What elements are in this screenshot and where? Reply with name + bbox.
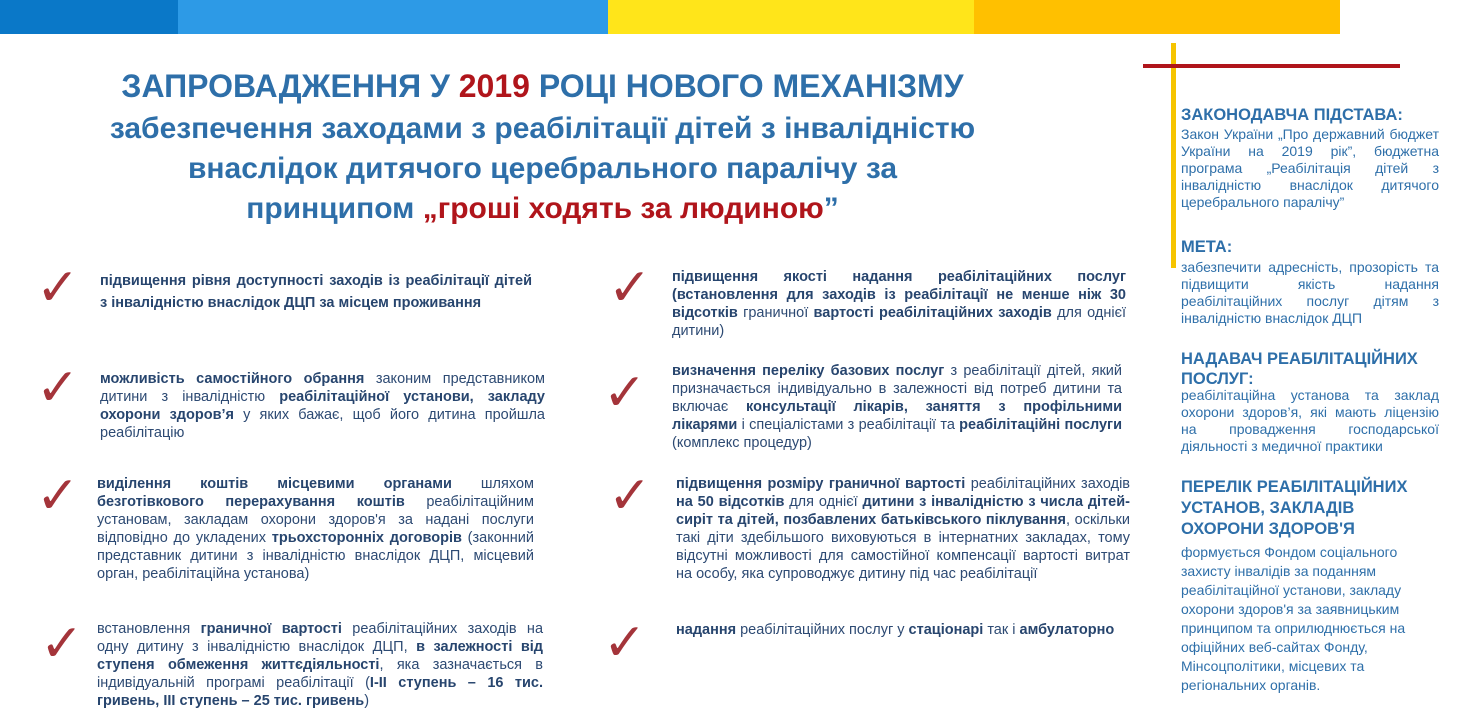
institutions-list-heading: ПЕРЕЛІК РЕАБІЛІТАЦІЙНИХ УСТАНОВ, ЗАКЛАДІВ ОХОРОНИ ЗДОРОВ'Я bbox=[1181, 478, 1408, 538]
header-color-bar-blue-dark bbox=[0, 0, 178, 34]
title-year: 2019 bbox=[458, 68, 530, 104]
list-item-quality: підвищення якості надання реабілітаційних послуг (встановлення для заходів із реабілітації не менше ніж 30 відсотків граничної вартості реабілітаційних заходів для однієї дитини) bbox=[672, 269, 1126, 339]
header-color-bar-orange bbox=[974, 0, 1340, 34]
list-item-max-cost: встановлення граничної вартості реабілітаційних заходів на одну дитину з інвалідністю внаслідок ДЦП, в залежності від ступеня обмеження життєдіяльності, яка зазначається в індивідуальній програмі реабілітації (І-ІІ ступень – 16 тис. гривень, ІІІ ступень – 25 тис. гривень) bbox=[97, 621, 544, 709]
list-item-free-choice: можливість самостійного обрання законим представником дитини з інвалідністю реабілітаційної установи, закладу охорони здоров’я у яких бажає, щоб його дитина пройшла реабілітацію bbox=[100, 371, 545, 441]
institutions-list-text: формується Фондом соціального захисту інвалідів за поданням реабілітаційної установи, закладу охорони здоров'я за заявницьким принципом та оприлюднюється на офіційних веб-сайтах Фонду, Мінсоцполітики, місцевих та регіональних органів. bbox=[1181, 544, 1406, 693]
check-icon: ✓ bbox=[603, 613, 647, 673]
check-icon: ✓ bbox=[36, 466, 80, 526]
legal-basis-text: Закон України „Про державний бюджет України на 2019 рік”, бюджетна програма „Реабілітація дітей з інвалідністю внаслідок дитячого церебрального паралічу” bbox=[1181, 126, 1439, 210]
check-icon: ✓ bbox=[40, 614, 84, 674]
provider-text: реабілітаційна установа та заклад охорони здоров’я, які мають ліцензію на провадження господарської діяльності з медичної практики bbox=[1181, 387, 1439, 454]
title-line-3: внаслідок дитячого церебрального паралічу за bbox=[187, 152, 898, 185]
check-icon: ✓ bbox=[608, 466, 652, 526]
list-item-basic-services: визначення переліку базових послуг з реабілітації дітей, який призначається індивідуально в залежності від потреб дитини та включає консультації лікарів, заняття з профільними лікарями і спеціалістами з реабілітації та реабілітаційні послуги (комплекс процедур) bbox=[672, 363, 1122, 451]
goal-heading: МЕТА: bbox=[1181, 238, 1233, 256]
sidebar-accent-line-yellow bbox=[1171, 43, 1176, 268]
check-icon: ✓ bbox=[608, 258, 652, 318]
check-icon: ✓ bbox=[36, 258, 80, 318]
legal-basis-heading: ЗАКОНОДАВЧА ПІДСТАВА: bbox=[1181, 106, 1403, 124]
title-line-1: ЗАПРОВАДЖЕННЯ У 2019 РОЦІ НОВОГО МЕХАНІЗМУ bbox=[121, 68, 964, 104]
list-item-inpatient: надання реабілітаційних послуг у стаціонарі так і амбулаторно bbox=[676, 622, 1115, 638]
provider-heading: НАДАВАЧ РЕАБІЛІТАЦІЙНИХ ПОСЛУГ: bbox=[1181, 350, 1418, 388]
check-icon: ✓ bbox=[36, 358, 80, 418]
sidebar-accent-line-red bbox=[1143, 64, 1400, 68]
title-line-2: забезпечення заходами з реабілітації дітей з інвалідністю bbox=[109, 112, 976, 145]
header-color-bar-blue-light bbox=[178, 0, 608, 34]
list-item-accessibility: підвищення рівня доступності заходів із реабілітації дітей з інвалідністю внаслідок ДЦП за місцем проживання bbox=[100, 273, 532, 311]
title-line-4: принципом „гроші ходять за людиною” bbox=[246, 192, 839, 225]
list-item-orphans: підвищення розміру граничної вартості реабілітаційних заходів на 50 відсотків для однієї дитини з інвалідністю з числа дітей-сиріт та дітей, позбавлених батьківського піклування, оскільки такі діти здебільшого виховуються в інтернатних закладах, тому відсутні можливості для самостійної компенсації вартості витрат на особу, яка супроводжує дитину під час реабілітації bbox=[676, 476, 1130, 582]
goal-text: забезпечити адресність, прозорість та підвищити якість надання реабілітаційних послуг дітям з інвалідністю внаслідок ДЦП bbox=[1181, 259, 1439, 326]
list-item-funding: виділення коштів місцевими органами шляхом безготівкового перерахування коштів реабілітаційним установам, закладам охорони здоров'я за надані послуги відповідно до укладених трьохсторонніх договорів (законний представник дитини з інвалідністю внаслідок ДЦП, місцевий орган, реабілітаційна установа) bbox=[97, 476, 534, 582]
header-color-bar-yellow bbox=[608, 0, 974, 34]
check-icon: ✓ bbox=[603, 363, 647, 423]
